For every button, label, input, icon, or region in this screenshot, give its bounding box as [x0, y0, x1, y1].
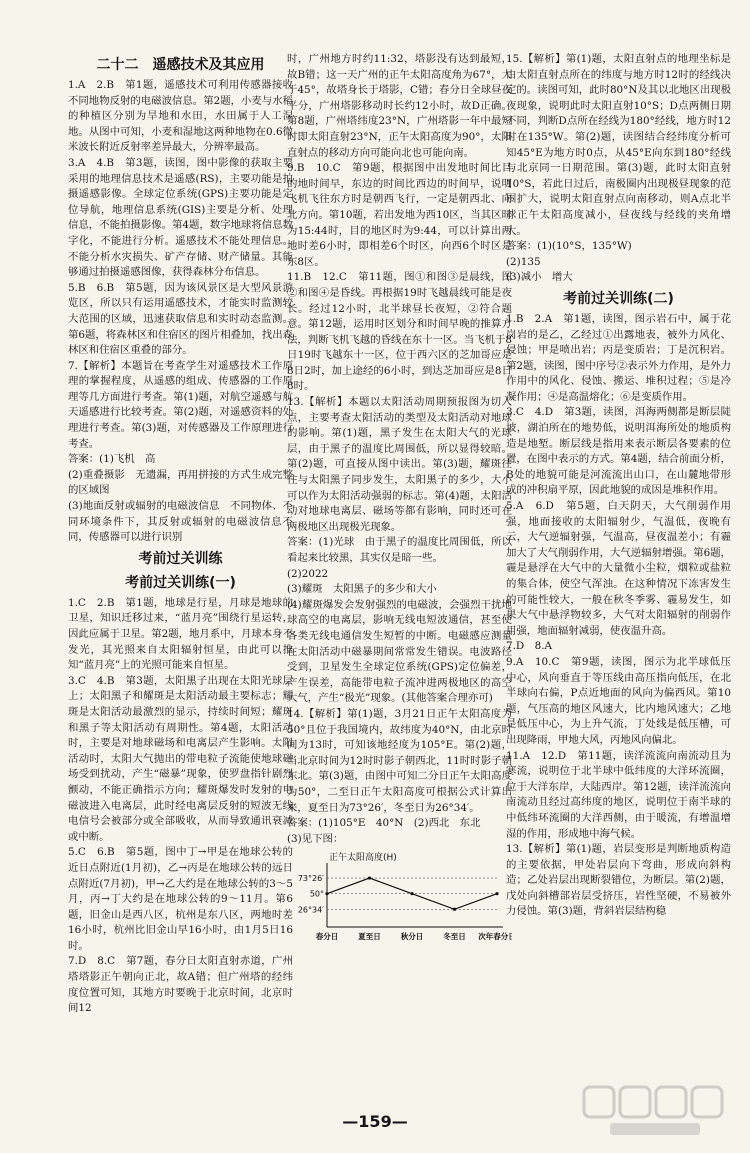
- x-tick-label: 次年春分日: [478, 932, 512, 942]
- answer-line: (3)耀斑 太阳黑子的多少和大小: [287, 583, 437, 596]
- x-tick-label: 冬至日: [443, 932, 466, 942]
- sun-altitude-chart: [287, 849, 512, 955]
- answer-paragraph: 11.A 12.D 第11题，读洋流流向南流动且为寒流，说明位于北半球中低纬度的大洋环流圈，位于大洋东岸，大陆西岸。第12题，读洋流流向南流动且经过高纬度的地区，说明位于南半球的中低纬环流圈的大洋西侧，由于暖流，有增温增湿的作用，形成地中海气候。: [506, 749, 731, 840]
- answer-paragraph: 9.A 10.C 第9题，读图，图示为北半球低压中心，风向垂直于等压线由高压指向低压，在北半球向右偏，P点近地面的风向为偏西风。第10题，气压高的地区风速大，比内地风速大；乙地是低压中心，为上升气流，丁处线是低压槽，可出现降雨，甲地大风，丙地风向偏北。: [506, 655, 731, 746]
- section-title-remote-sensing: 二十二 遥感技术及其应用: [96, 57, 265, 73]
- section-title-review-2: 考前过关训练(二): [563, 290, 674, 307]
- answer-line: (2)重叠摄影 无遗漏，再用拼接的方式生成完整的区域图: [68, 468, 293, 497]
- answer-paragraph: 1.C 2.B 第1题，地球是行星，月球是地球的卫星，知识迁移过来，“蓝月亮”围绕行星运转，因此应属于卫星。第2题，地月系中，月球本身不发光，其光照来自太阳辐射恒星，由此可以推知“蓝月亮”上的光照可能来自恒星。: [68, 596, 293, 672]
- watermark-logo-icon: [580, 1081, 730, 1141]
- answer-line: 答案：(1)105°E 40°N (2)西北 东北: [287, 817, 481, 830]
- column-right: [506, 52, 731, 920]
- answer-paragraph: (4)耀斑爆发会发射强烈的电磁波，会强烈干扰地球高空的电离层，影响无线电短波通信，甚至使各类无线电通信发生短暂的中断。电磁感应测量在太阳活动中磁暴期间常常发生错误。电波路径受到，卫星发生全球定位系统(GPS)定位偏差，产生误差，高能带电粒子流冲进两极地区的高空大气，产生“极光”现象。(其他答案合理亦可): [287, 598, 512, 705]
- column-left: [68, 52, 293, 1017]
- data-point: [453, 908, 456, 911]
- answer-line: (3)减小 增大: [506, 271, 573, 284]
- answer-line: (3)地面反射或辐射的电磁波信息 不同物体、不同环境条件下，其反射或辐射的电磁波信息不同，传感器可以进行识别: [68, 500, 293, 544]
- data-point: [410, 892, 413, 895]
- answer-paragraph: 15.【解析】第(1)题，太阳直射点的地理坐标是由太阳直射点所在的纬度与地方时12时的经线决定的。读图可知，此时80°N及其以北地区出现极夜现象，说明此时太阳直射10°S；D点两侧日期不同，判断D点所在经线为180°经线，地方时12时在135°W。第(2)题，读图结合经纬度分析可知45°E为地方时0点，从45°E向东到180°经线与北京同一日期范围。第(3)题，此时太阳直射10°S，若此日过后，南极圈内出现极昼现象的范围扩大，说明太阳直射点向南移动，则A点北半球正午太阳高度减小，昼夜线与经线的夹角增大。: [506, 53, 731, 237]
- y-tick-label: 73°26′: [297, 874, 324, 884]
- section-title-review-1: 考前过关训练(一): [125, 574, 236, 591]
- data-point: [325, 892, 328, 895]
- answer-paragraph: 5.C 6.B 第5题，图中丁→甲是在地球公转的近日点附近(1月初)，乙→丙是在地球公转的远日点附近(7月初)，甲→乙大约是在地球公转的3～5月，丙→丁大约是在地球公转的9～11月。第6题，旧金山是西八区，杭州是东八区，两地时差16小时，杭州比旧金山早16小时，由1月5日16时。: [68, 846, 293, 952]
- answer-paragraph: 1.B 2.A 第1题，读图，图示岩石中，属于花岗岩的是乙，乙经过①出露地表，被外力风化、侵蚀；甲是喷出岩；丙是变质岩；丁是沉积岩。第2题，读图，图中序号②表示外力作用，是外力作用中的风化、侵蚀、搬运、堆积过程；⑤是冷凝作用；④是高温熔化；⑥是变质作用。: [506, 312, 731, 403]
- answer-paragraph: 1.A 2.B 第1题，遥感技术可利用传感器接收不同地物反射的电磁波信息。第2题，小麦与水稻的种植区分别为旱地和水田，水田属于人工湿地。从图中可知，小麦和湿地这两种地物在0.6微米波长附近反射率差异最大，分辨率最高。: [68, 79, 293, 154]
- answer-line: (3)见下图：: [287, 832, 344, 845]
- answer-paragraph: 9.B 10.C 第9题，根据图中出发地时间比目的地时间早，东边的时间比西边的时间早，说明飞机飞往东方时是朝西飞行，一定是朝西北、向北方向。第10题，若出发地为西10区，当其区时为15:44时，目的地区时为9:44，可以计算出两地时差6小时，即相差6个时区，向西6个时区是东8区。: [287, 162, 512, 268]
- answer-paragraph: 14.【解析】第(1)题，3月21日正午太阳高度为50°且位于我国境内，故纬度为40°N，由北京时间为13时，可知该地经度为105°E。第(2)题，当北京时间为12时时影子朝西北，11时时影子朝东北。第(3)题，由图中可知二分日正午太阳高度为50°，二至日正午太阳高度可根据公式计算出来，夏至日为73°26′，冬至日为26°34′。: [287, 707, 512, 814]
- x-tick-label: 秋分日: [400, 932, 424, 942]
- answer-line: 答案：(1)(10°S，135°W): [506, 240, 632, 253]
- answer-paragraph: 5.A 6.D 第5题，白天阴天，大气削弱作用强，地面接收的太阳辐射少，气温低，夜晚有云，大气逆辐射强，气温高，昼夜温差小；有霾加大了大气削弱作用，大气逆辐射增强。第6题，霾是悬浮在大气中的大量微小尘粒，烟粒或盐粒的集合体，使空气浑浊。在这种情况下冻害发生的可能性较大，一般在秋冬季雾、霾易发生，如果大气中悬浮物较多，大气对太阳辐射的削弱作用强，地面辐射减弱，使夜温升高。: [506, 500, 731, 637]
- y-tick-label: 26°34′: [297, 905, 324, 915]
- answer-paragraph: 3.A 4.B 第3题，读图，图中影像的获取主要采用的地理信息技术是遥感(RS)，主要功能是拍摄遥感影像。全球定位系统(GPS)主要功能是定位导航，地理信息系统(GIS)主要是分析、处理信息，不能拍摄影像。第4题，数字地球将信息数字化，不能进行分析。遥感技术不能处理信息。不能分析水灾损失、矿产存储、财产储量。其能够通过拍摄遥感图像，获得森林分布信息。: [68, 156, 293, 279]
- section-title-review: 考前过关训练: [138, 550, 223, 567]
- data-point: [368, 877, 371, 880]
- answer-line: 7.D 8.A: [506, 640, 553, 653]
- answer-paragraph: 3.C 4.D 第3题，读图，洱海两侧都是断层陡坡，湖泊所在的地势低，说明洱海所处的地质构造是地堑。断层线是指用来表示断层各要素的位置，在图中表示的方式。第4题，结合前面分析，B处的地貌可能是河流流出山口，在山麓地带形成的冲积扇平原，因此地貌的成因是堆积作用。: [506, 406, 731, 497]
- answer-paragraph: 7.D 8.C 第7题，春分日太阳直射赤道，广州塔塔影正午朝向正北，故A错；但广州塔的经纬度位置可知，其地方时要晚于北京时间，北京时间12: [68, 955, 293, 1015]
- x-tick-label: 春分日: [315, 932, 339, 942]
- chart-title: 正午太阳高度(H): [329, 853, 397, 864]
- answer-paragraph: 5.B 6.B 第5题，因为该风景区是大型风景游览区，所以只有运用遥感技术，才能实时监测较大范围的区域，迅速获取信息和实时动态监测。第6题，将森林区和住宿区的图片相叠加，找出森林区和住宿区重叠的部分。: [68, 281, 293, 357]
- answer-paragraph: 7.【解析】本题旨在考查学生对遥感技术工作原理的掌握程度，从遥感的组成、传感器的工作原理等几方面进行考查。第(1)题，对航空遥感与航天遥感进行比较考查。第(2)题，对遥感资料的处理进行考查。第(3)题，对传感器及工作原理进行考查。: [68, 359, 293, 450]
- answer-line: 答案：(1)飞机 高: [68, 453, 156, 466]
- answer-line: (2)135: [506, 255, 541, 268]
- y-tick-label: 50°: [309, 889, 324, 899]
- answer-paragraph: 时，广州地方时约11:32，塔影没有达到最短，故B错；这一天广州的正午太阳高度角为67°，大于45°，故塔身长于塔影，C错；春分日全球昼夜平分，广州塔影移动时长约12小时，故D正确。第8题，广州塔纬度23°N，广州塔影一年中最短时即太阳直射23°N，正午太阳高度为90°，太阳直射点的移动方向可能向北也可能向南。: [287, 53, 512, 159]
- column-middle: [287, 52, 512, 955]
- data-point: [495, 892, 498, 895]
- answer-line: (2)2022: [287, 567, 329, 580]
- answer-paragraph: 3.C 4.B 第3题，太阳黑子出现在太阳光球层上；太阳黑子和耀斑是太阳活动最主要标志；耀斑是太阳活动最激烈的显示，持续时间短；耀斑和黑子等太阳活动有周期性。第4题，太阳活动时，主要是对地球磁场和电离层产生影响。太阳活动时，太阳大气抛出的带电粒子流能使地球磁场受到扰动，产生“磁暴”现象，使罗盘指针剧烈颤动，不能正确指示方向；耀斑爆发时发射的电磁波进入电离层，此时经电离层反射的短波无线电信号会被部分或全部吸收，从而导致通讯衰减或中断。: [68, 674, 293, 843]
- sun-altitude-chart-svg: [287, 849, 512, 949]
- answer-paragraph: 11.B 12.C 第11题，图①和图③是晨线，图②和图④是昏线。再根据19时飞越晨线可能是夜长。经过12小时，北半球昼长夜短，②符合题意。第12题，运用时区划分和时间早晚的推算方法，判断飞机飞越的昏线在东十一区。当飞机于8日19时飞越东十一区，位于西六区的芝加哥应是8日2时，加上途经的6小时，到达芝加哥应是8日8时。: [287, 271, 512, 393]
- answer-paragraph: 13.【解析】本题以太阳活动周期预报图为切入点，主要考查太阳活动的类型及太阳活动对地球的影响。第(1)题，黑子发生在太阳大气的光球层，由于黑子的温度比周围低，所以显得较暗。第(2)题，可直接从图中读出。第(3)题，耀斑往往与太阳黑子同步发生，太阳黑子的多少，大小可以作为太阳活动强弱的标志。第(4)题，太阳活动对地球电离层、磁场等都有影响，同时还可在两极地区出现极光现象。: [287, 396, 512, 533]
- page-number: —159—: [342, 1112, 408, 1131]
- x-tick-label: 夏至日: [358, 932, 381, 942]
- answer-line: 答案：(1)光球 由于黑子的温度比周围低，所以看起来比较黑，其实仅是暗一些。: [287, 536, 512, 564]
- answer-paragraph: 13.【解析】第(1)题，岩层变形是判断地质构造的主要依据，甲处岩层向下弯曲，形成向斜构造；乙处岩层出现断裂错位，为断层。第(2)题，戊处向斜槽部岩层受挤压，岩性坚硬，不易被外力侵蚀。第(3)题，背斜岩层结构稳: [506, 843, 731, 918]
